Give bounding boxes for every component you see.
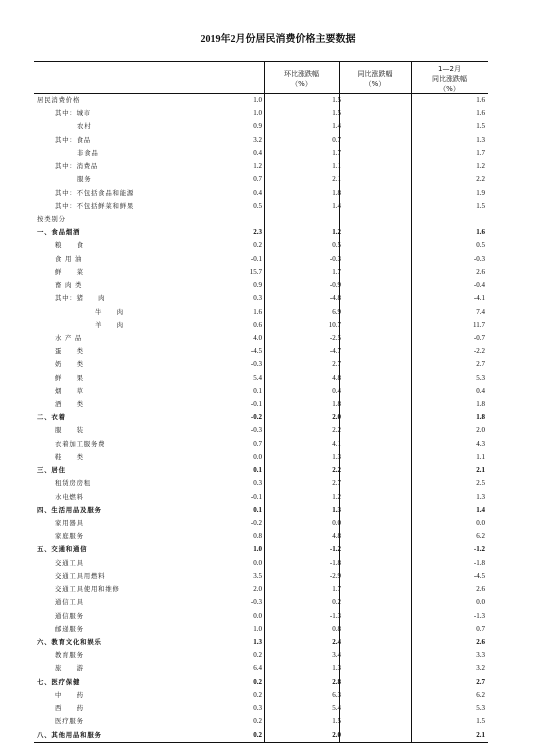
cell-yoy: 1.4 [332, 122, 341, 131]
row-label: 鲜 菜 [55, 267, 84, 276]
cell-mom: 0.5 [253, 201, 262, 210]
cell-yoy: -1.3 [329, 611, 341, 620]
row-label: 中 药 [55, 690, 84, 699]
table-row [34, 345, 488, 358]
cell-yoy: 2.0 [332, 730, 341, 739]
cell-ytd: 1.3 [476, 492, 485, 501]
row-label: 蛋 类 [55, 347, 84, 356]
cell-mom: 0.7 [253, 439, 262, 448]
cell-ytd: 5.3 [476, 704, 485, 713]
table-row [34, 358, 488, 371]
row-label: 畜 肉 类 [55, 281, 83, 290]
table-row [34, 239, 488, 252]
cell-ytd: 2.7 [476, 360, 485, 369]
row-label: 七、医疗保健 [37, 677, 81, 686]
cell-mom: -0.2 [250, 413, 262, 422]
cell-ytd: 2.1 [476, 730, 485, 739]
cell-mom: 1.6 [253, 307, 262, 316]
cell-ytd: 6.2 [476, 532, 485, 541]
cell-ytd: 1.9 [476, 188, 485, 197]
cell-mom: 0.1 [253, 466, 262, 475]
cell-mom: 0.4 [253, 148, 262, 157]
row-label: 奶 类 [55, 360, 84, 369]
table-row [34, 372, 488, 385]
cell-yoy: 1.3 [332, 664, 341, 673]
row-label: 其中：消费品 [55, 162, 99, 171]
header-ytd-line3: （%） [439, 85, 460, 93]
row-label: 其中：不包括鲜菜和鲜果 [55, 201, 135, 210]
cell-mom: 0.6 [253, 320, 262, 329]
table-row [34, 504, 488, 517]
cell-yoy: 2.7 [332, 360, 341, 369]
cell-ytd: 1.8 [476, 413, 485, 422]
table-row [34, 213, 488, 226]
cell-yoy: 2.4 [332, 637, 341, 646]
row-label: 旅 游 [55, 664, 84, 673]
cell-ytd: 1.6 [476, 228, 485, 237]
cell-mom: 0.9 [253, 122, 262, 131]
table-row [34, 226, 488, 239]
table-row [34, 491, 488, 504]
cell-mom: -4.5 [250, 347, 262, 356]
cell-mom: 0.0 [253, 558, 262, 567]
table-row [34, 147, 488, 160]
cell-yoy: 0.7 [332, 135, 341, 144]
cell-mom: 3.5 [253, 571, 262, 580]
cell-yoy: 2.8 [332, 677, 341, 686]
cell-yoy: 1.8 [332, 188, 341, 197]
cell-mom: 0.2 [253, 241, 262, 250]
cell-ytd: 2.6 [476, 637, 485, 646]
row-label: 二、衣着 [37, 413, 66, 422]
row-label: 邮递服务 [55, 624, 84, 633]
cell-yoy: 0.0 [332, 519, 341, 527]
row-label: 西 药 [55, 704, 84, 713]
row-label: 交通工具用燃料 [55, 571, 106, 580]
row-label: 通信服务 [55, 611, 84, 620]
cell-mom: 0.1 [253, 505, 262, 514]
row-label: 衣着加工服务费 [55, 439, 106, 448]
page-title: 2019年2月份居民消费价格主要数据 [200, 34, 356, 45]
cell-mom: 0.7 [253, 175, 262, 184]
table-row [34, 424, 488, 437]
table-row [34, 292, 488, 305]
cell-yoy: 4.8 [332, 373, 341, 382]
cell-ytd: -0.7 [473, 333, 485, 342]
cell-ytd: 2.0 [476, 426, 485, 435]
row-label: 租赁房房租 [55, 479, 91, 488]
cell-yoy: 1.2 [332, 228, 341, 237]
cell-yoy: 1.2 [332, 492, 341, 501]
cell-ytd: -1.3 [473, 611, 485, 620]
cell-yoy: 1.5 [332, 717, 341, 726]
cell-ytd: -1.8 [473, 558, 485, 567]
header-ytd-line1: 1—2月 [438, 65, 461, 73]
cell-yoy: 1.3 [332, 505, 341, 514]
cell-mom: -0.3 [250, 426, 262, 435]
table-row [34, 279, 488, 292]
cell-mom: 1.3 [253, 637, 262, 646]
row-label: 酒 类 [55, 400, 84, 409]
table-row [34, 570, 488, 583]
cell-mom: 0.9 [253, 281, 262, 290]
cell-mom: 1.0 [253, 109, 262, 118]
table-row [34, 187, 488, 200]
table-row [34, 173, 488, 186]
cell-yoy: 4.8 [332, 532, 341, 541]
table-row [34, 715, 488, 728]
cell-yoy: 2.0 [332, 413, 341, 422]
cell-ytd: 1.5 [476, 717, 485, 726]
header-yoy-line1: 同比涨跌幅 [357, 70, 393, 78]
cell-ytd: 5.3 [476, 373, 485, 382]
cell-ytd: 1.6 [476, 96, 485, 104]
cell-mom: 6.4 [253, 664, 262, 673]
row-label: 家用器具 [55, 519, 84, 527]
table-row [34, 583, 488, 596]
cell-yoy: -0.3 [329, 254, 341, 263]
cell-ytd: -2.2 [473, 347, 485, 356]
table-row [34, 649, 488, 662]
row-label: 四、生活用品及服务 [37, 505, 102, 514]
table-row [34, 517, 488, 530]
table-row [34, 676, 488, 689]
cell-mom: 1.0 [253, 96, 262, 104]
row-label: 水电燃料 [55, 492, 84, 501]
cell-ytd: 2.2 [476, 175, 485, 184]
table-body [34, 94, 488, 742]
cell-yoy: -2.9 [329, 571, 341, 580]
header-mom-line2: （%） [291, 80, 312, 88]
cell-ytd: 1.8 [476, 400, 485, 409]
row-label: 六、教育文化和娱乐 [37, 637, 102, 646]
cell-yoy: -4.7 [329, 347, 341, 356]
cell-yoy: 0.4 [332, 386, 341, 395]
cell-mom: 0.3 [253, 294, 262, 303]
table-row [34, 477, 488, 490]
cell-yoy: -2.5 [329, 333, 341, 342]
cell-mom: 2.0 [253, 585, 262, 594]
row-label: 鲜 果 [55, 373, 84, 382]
cell-mom: 0.8 [253, 532, 262, 541]
cell-ytd: 0.0 [476, 598, 485, 607]
table-row [34, 385, 488, 398]
cell-ytd: -1.2 [473, 545, 485, 554]
cell-ytd: -0.4 [473, 281, 485, 290]
row-label: 服 装 [55, 426, 84, 435]
cell-mom: 1.0 [253, 624, 262, 633]
cell-mom: -0.2 [250, 519, 262, 527]
cell-mom: 0.2 [253, 651, 262, 660]
cell-ytd: 0.0 [476, 519, 485, 527]
cell-mom: -0.1 [250, 254, 262, 263]
cell-ytd: 1.5 [476, 122, 485, 131]
row-label: 食 用 油 [55, 254, 83, 263]
row-label: 其中：猪 肉 [55, 294, 106, 303]
row-label: 一、食品烟酒 [37, 228, 81, 237]
cell-yoy: 3.4 [332, 651, 341, 660]
row-label: 居民消费价格 [37, 96, 81, 104]
cell-ytd: 3.2 [476, 664, 485, 673]
cell-mom: 0.3 [253, 704, 262, 713]
row-label: 非食品 [77, 148, 99, 157]
table-row [34, 702, 488, 715]
cell-yoy: 6.3 [332, 690, 341, 699]
row-label: 羊 肉 [95, 320, 124, 329]
table-row [34, 451, 488, 464]
table-row [34, 306, 488, 319]
cell-ytd: 1.4 [476, 505, 485, 514]
cell-yoy: 5.4 [332, 704, 341, 713]
table-row [34, 411, 488, 424]
cell-mom: -0.3 [250, 598, 262, 607]
table-row [34, 464, 488, 477]
cell-yoy: 0.8 [332, 624, 341, 633]
cell-mom: 5.4 [253, 373, 262, 382]
cell-ytd: 1.6 [476, 109, 485, 118]
cell-mom: -0.3 [250, 360, 262, 369]
header-mom [264, 69, 339, 89]
cell-yoy: 2.7 [332, 479, 341, 488]
cell-ytd: 11.7 [473, 320, 485, 329]
table-row [34, 319, 488, 332]
cell-mom: 0.0 [253, 611, 262, 620]
cell-mom: 0.2 [253, 730, 262, 739]
cell-yoy: 1.7 [332, 585, 341, 594]
cell-ytd: 2.1 [476, 466, 485, 475]
header-yoy [339, 69, 411, 89]
table-row [34, 200, 488, 213]
row-label: 农村 [77, 122, 92, 131]
table-row [34, 610, 488, 623]
table-row [34, 253, 488, 266]
row-label: 五、交通和通信 [37, 545, 88, 554]
cell-ytd: 3.3 [476, 651, 485, 660]
cell-ytd: 2.6 [476, 585, 485, 594]
cell-mom: 15.7 [249, 267, 262, 276]
table-row [34, 134, 488, 147]
header-mom-line1: 环比涨跌幅 [284, 70, 319, 78]
header-yoy-line2: （%） [364, 80, 386, 88]
cell-mom: 3.2 [253, 135, 262, 144]
row-label: 烟 草 [55, 386, 84, 395]
row-label: 医疗服务 [55, 717, 84, 726]
row-label: 服务 [77, 175, 92, 184]
table-row [34, 623, 488, 636]
cell-yoy: 1.5 [332, 96, 341, 104]
row-label: 通信工具 [55, 598, 84, 607]
cell-ytd: -4.1 [473, 294, 485, 303]
table-row [34, 689, 488, 702]
row-label: 牛 肉 [95, 307, 124, 316]
table-row [34, 398, 488, 411]
cell-yoy: 4.1 [332, 439, 341, 448]
cell-mom: 0.2 [253, 677, 262, 686]
row-label: 三、居住 [37, 466, 66, 475]
row-label: 鞋 类 [55, 452, 84, 461]
cell-ytd: 0.5 [476, 241, 485, 250]
cell-mom: 0.1 [253, 386, 262, 395]
cell-ytd: 1.7 [476, 148, 485, 157]
table-row [34, 438, 488, 451]
cell-yoy: 1.1 [332, 162, 341, 171]
row-label: 教育服务 [55, 651, 84, 660]
cell-yoy: -0.9 [329, 281, 341, 290]
cell-ytd: 1.1 [476, 452, 485, 461]
cell-yoy: 1.5 [332, 109, 341, 118]
cell-ytd: 0.4 [476, 386, 485, 395]
table-row [34, 332, 488, 345]
cell-ytd: 2.7 [476, 677, 485, 686]
cell-mom: 0.2 [253, 717, 262, 726]
cell-yoy: 1.8 [332, 400, 341, 409]
cell-ytd: 4.3 [476, 439, 485, 448]
cell-yoy: 2.2 [332, 466, 341, 475]
cell-ytd: 1.5 [476, 201, 485, 210]
table-row [34, 266, 488, 279]
cell-yoy: 0.2 [332, 598, 341, 607]
cell-mom: 0.4 [253, 188, 262, 197]
cell-yoy: -1.2 [329, 545, 341, 554]
cell-ytd: 7.4 [476, 307, 485, 316]
cell-ytd: 6.2 [476, 690, 485, 699]
table-row [34, 94, 488, 107]
table-row [34, 160, 488, 173]
cell-ytd: 0.7 [476, 624, 485, 633]
row-label: 交通工具 [55, 558, 84, 567]
cell-mom: 0.2 [253, 690, 262, 699]
row-label: 其中：城市 [55, 109, 91, 118]
header-ytd-line2: 同比涨跌幅 [432, 75, 467, 83]
cell-yoy: 6.9 [332, 307, 341, 316]
row-label: 其中：不包括食品和能源 [55, 188, 135, 197]
table-row [34, 530, 488, 543]
row-label: 粮 食 [55, 241, 84, 250]
cell-mom: 1.2 [253, 162, 262, 171]
table-row [34, 557, 488, 570]
cell-mom: -0.1 [250, 400, 262, 409]
cell-mom: -0.1 [250, 492, 262, 501]
cell-yoy: 1.3 [332, 452, 341, 461]
table-row [34, 107, 488, 120]
cell-ytd: -0.3 [473, 254, 485, 263]
row-label: 其中：食品 [55, 135, 91, 144]
cell-yoy: -4.8 [329, 294, 341, 303]
cell-ytd: 1.2 [476, 162, 485, 171]
cell-ytd: 2.5 [476, 479, 485, 488]
cell-yoy: 2.2 [332, 426, 341, 435]
row-label: 水 产 品 [55, 333, 83, 342]
cell-yoy: 10.7 [328, 320, 341, 329]
cell-mom: 4.0 [253, 333, 262, 342]
cell-yoy: 1.7 [332, 267, 341, 276]
table-row [34, 662, 488, 675]
cell-yoy: 0.5 [332, 241, 341, 250]
cell-ytd: 1.3 [476, 135, 485, 144]
table-row [34, 596, 488, 609]
table-row [34, 636, 488, 649]
row-label: 交通工具使用和维修 [55, 585, 120, 594]
cell-ytd: 2.6 [476, 267, 485, 276]
table-row [34, 120, 488, 133]
row-label: 家庭服务 [55, 532, 84, 541]
cell-yoy: 1.4 [332, 201, 341, 210]
table-row [34, 729, 488, 742]
cell-mom: 1.0 [253, 545, 262, 554]
cell-yoy: -1.8 [329, 558, 341, 567]
table-row [34, 543, 488, 556]
cell-mom: 0.0 [253, 452, 262, 461]
row-label: 八、其他用品和服务 [37, 730, 102, 739]
header-ytd [411, 64, 488, 94]
table-top-rule [34, 61, 488, 62]
row-label: 按类别分 [37, 214, 66, 223]
cell-yoy: 1.7 [332, 148, 341, 157]
table-bottom-rule [34, 742, 488, 743]
cell-ytd: -4.5 [473, 571, 485, 580]
cell-mom: 2.3 [253, 228, 262, 237]
cell-mom: 0.3 [253, 479, 262, 488]
cell-yoy: 2.1 [332, 175, 341, 184]
